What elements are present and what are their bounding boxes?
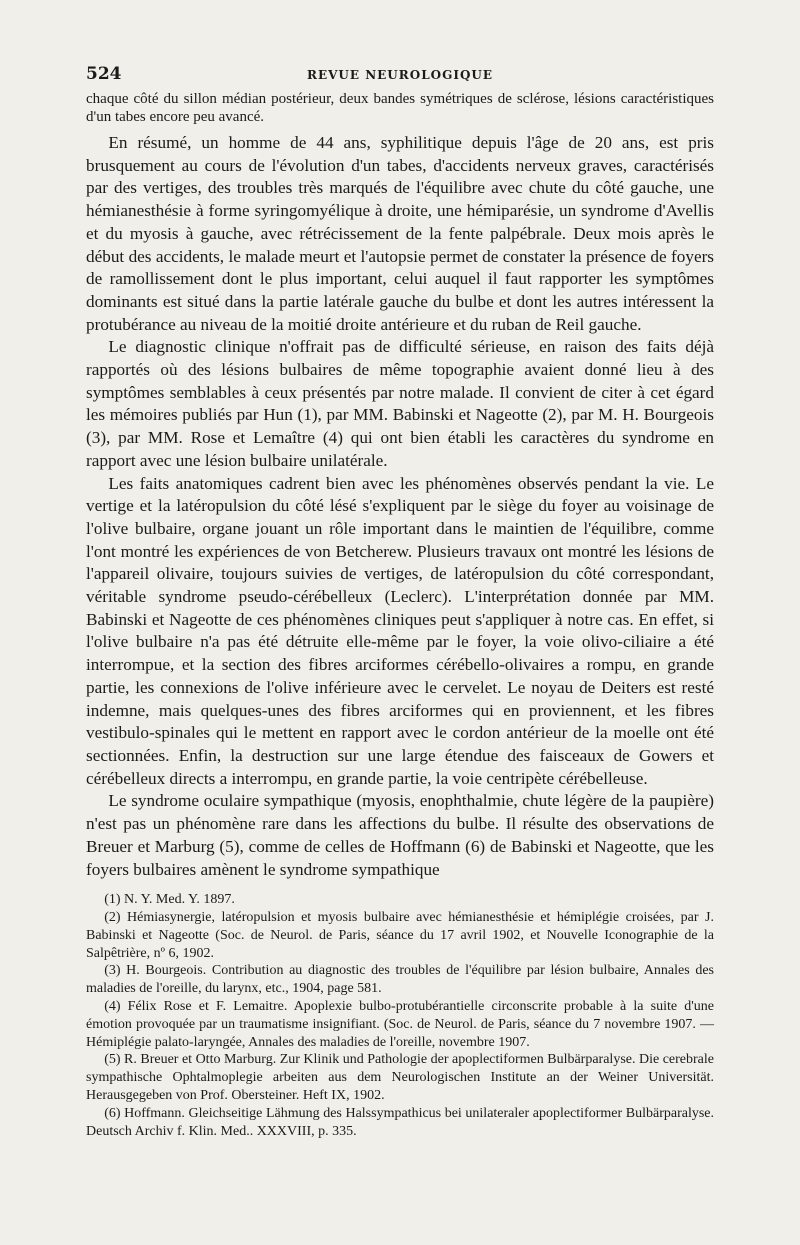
paragraph: En résumé, un homme de 44 ans, syphilitique depuis l'âge de 20 ans, est pris brusquement au cours de l'évolution d'un tabes, d'accidents nerveux graves, caractérisés par des vertiges, des troubles très marqués de l'équilibre avec chute du côté gauche, une hémianesthésie à forme syringomyélique à droite, une hémiparésie, un syndrome d'Avellis et du myosis à gauche, avec rétrécissement de la fente palpébrale. Deux mois après le début des accidents, le malade meurt et l'autopsie permet de constater la présence de foyers de ramollissement dont le plus important, celui auquel il faut rapporter les symptômes dominants est situé dans la partie latérale gauche du bulbe et dont les autres intéressent la protubérance au niveau de la moitié droite antérieure et du ruban de Reil gauche. (86, 133, 714, 334)
paragraph: Le syndrome oculaire sympathique (myosis, enophthalmie, chute légère de la paupière) n'est pas un phénomène rare dans les affections du bulbe. Il résulte des observations de Breuer et Marburg (5), comme de celles de Hoffmann (6) de Babinski et Nageotte, que les foyers bulbaires amènent le syndrome sympathique (86, 791, 714, 879)
running-head: REVUE NEUROLOGIQUE (306, 68, 494, 82)
body-text (86, 90, 714, 881)
footnote: (6) Hoffmann. Gleichseitige Lähmung des Halssympathicus bei unilateraler apoplectiformer Bulbärparalyse. Deutsch Archiv f. Klin. Med.. XXXVIII, p. 335. (86, 1105, 714, 1139)
footnotes (86, 891, 714, 1140)
footnote: (5) R. Breuer et Otto Marburg. Zur Klinik und Pathologie der apoplectiformen Bulbärparalyse. Die cerebrale sympathische Ophtalmoplegie arbeiten aus dem Neurologischen Institute an der Weiner Universität. Herausgegeben von Prof. Obersteiner. Heft IX, 1902. (86, 1052, 714, 1103)
footnote: (3) H. Bourgeois. Contribution au diagnostic des troubles de l'équilibre par lésion bulbaire, Annales des maladies de l'oreille, du larynx, etc., 1904, page 581. (86, 963, 714, 997)
paragraph: chaque côté du sillon médian postérieur, deux bandes symétriques de sclérose, lésions caractéristiques d'un tabes encore peu avancé. (86, 91, 714, 125)
footnote: (4) Félix Rose et F. Lemaitre. Apoplexie bulbo-protubérantielle circonscrite probable à la suite d'une émotion provoquée par un traumatisme insignifiant. (Soc. de Neurol. de Paris, séance du 7 novembre 1907. — Hémiplégie palato-laryngée, Annales des maladies de l'oreille, novembre 1907. (86, 998, 714, 1050)
page-number: 524 (86, 64, 122, 84)
paragraph: Le diagnostic clinique n'offrait pas de difficulté sérieuse, en raison des faits déjà rapportés où des lésions bulbaires de même topographie avaient donné lieu à des symptômes semblables à ceux présentés par notre malade. Il convient de citer à cet égard les mémoires publiés par Hun (1), par MM. Babinski et Nageotte (2), par M. H. Bourgeois (3), par MM. Rose et Lemaître (4) qui ont bien établi les caractères du syndrome en rapport avec une lésion bulbaire unilatérale. (86, 337, 714, 470)
paragraph: Les faits anatomiques cadrent bien avec les phénomènes observés pendant la vie. Le vertige et la latéropulsion du côté lésé s'expliquent par le siège du foyer au voisinage de l'olive bulbaire, organe jouant un rôle important dans le maintien de l'équilibre, comme l'ont montré les expériences de von Betcherew. Plusieurs travaux ont montré les lésions de l'appareil olivaire, toujours suivies de vertiges, de latéropulsion du côté correspondant, véritable syndrome pseudo-cérébelleux (Leclerc). L'interprétation donnée par MM. Babinski et Nageotte de ces phénomènes cliniques peut s'appliquer à notre cas. En effet, si l'olive bulbaire n'a pas été détruite elle-même par le foyer, la voie olivo-ciliaire a été interrompue, et la section des fibres arciformes cérébello-olivaires a rompu, en grande partie, les connexions de l'olive inférieure avec le cervelet. Le noyau de Deiters est resté indemne, mais quelques-unes des fibres arciformes qui en proviennent, et les fibres vestibulo-spinales qui le mettent en rapport avec le cordon antérieur de la moelle ont été sectionnées. Enfin, la destruction sur une large étendue des faisceaux de Gowers et cérébelleux directs a interrompu, en grande partie, la voie centripète cérébelleuse. (86, 473, 714, 788)
footnote: (1) N. Y. Med. Y. 1897. (104, 892, 235, 908)
page-header (86, 62, 714, 90)
footnote: (2) Hémiasynergie, latéropulsion et myosis bulbaire avec hémianesthésie et hémiplégie croisées, par J. Babinski et Nageotte (Soc. de Neurol. de Paris, séance du 17 avril 1902, et Nouvelle Iconographie de la Salpêtrière, nº 6, 1902. (86, 910, 714, 961)
